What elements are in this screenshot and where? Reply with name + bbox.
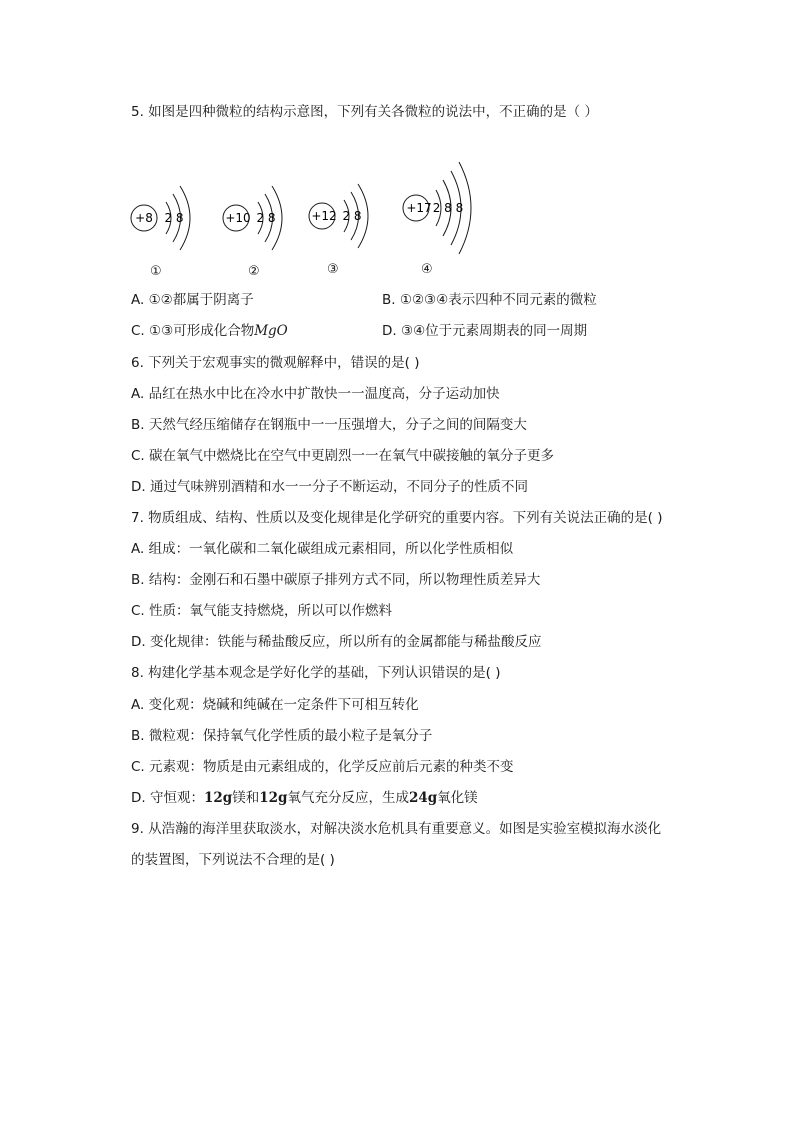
atom-3-nucleus: +12 [311,209,337,223]
q7-option-a: A. 组成：一氧化碳和二氧化碳组成元素相同，所以化学性质相似 [131,541,514,557]
atom-3-shells: 2 8 [342,209,362,223]
atom-4-label: ④ [421,262,433,277]
atom-3-svg [304,178,374,258]
q7-stem: 7. 物质组成、结构、性质以及变化规律是化学研究的重要内容。下列有关说法正确的是( ) [131,510,663,526]
q8-option-d-text1: 镁和 [232,790,260,806]
atom-1-shells: 2 8 [164,211,184,225]
atom-3-label: ③ [327,262,339,277]
q8-option-d-prefix: D. 守恒观： [131,790,204,806]
q6-option-b: B. 天然气经压缩储存在钢瓶中一一压强增大，分子之间的间隔变大 [131,417,527,433]
q8-option-d-text3: 氧化镁 [437,790,478,806]
q7-option-c: C. 性质：氧气能支持燃烧，所以可以作燃料 [131,603,393,619]
atom-2-nucleus: +10 [225,211,251,225]
q5-option-c-formula: MgO [254,323,288,339]
q8-option-c: C. 元素观：物质是由元素组成的，化学反应前后元素的种类不变 [131,759,514,775]
q8-option-d-mass1: 12g [203,790,233,806]
q7-option-d: D. 变化规律：铁能与稀盐酸反应，所以所有的金属都能与稀盐酸反应 [131,634,542,650]
atom-1-svg [128,180,198,260]
atom-4-shells: 2 8 8 [432,201,464,215]
atom-4-nucleus: +17 [406,201,432,215]
q9-stem-line1: 9. 从浩瀚的海洋里获取淡水，对解决淡水危机具有重要意义。如图是实验室模拟海水淡化 [131,821,662,837]
atom-2-shells: 2 8 [256,211,276,225]
q8-stem: 8. 构建化学基本观念是学好化学的基础，下列认识错误的是( ) [131,665,501,681]
q6-option-d: D. 通过气味辨别酒精和水一一分子不断运动，不同分子的性质不同 [131,479,528,495]
q6-option-a: A. 品红在热水中比在冷水中扩散快一一温度高，分子运动加快 [131,386,500,402]
q5-option-a: A. ①②都属于阴离子 [131,292,254,308]
q5-stem: 5. 如图是四种微粒的结构示意图，下列有关各微粒的说法中，不正确的是（ ） [131,104,598,120]
q5-option-c-text: C. ①③可形成化合物 [131,323,255,339]
atom-2-label: ② [248,264,260,279]
q6-stem: 6. 下列关于宏观事实的微观解释中，错误的是( ) [131,355,420,371]
q8-option-b: B. 微粒观：保持氧气化学性质的最小粒子是氧分子 [131,728,433,744]
q5-option-b: B. ①②③④表示四种不同元素的微粒 [382,292,597,308]
q8-option-d-mass2: 12g [259,790,288,806]
q7-option-b: B. 结构：金刚石和石墨中碳原子排列方式不同，所以物理性质差异大 [131,572,541,588]
q8-option-d [131,788,478,808]
atom-1-nucleus: +8 [135,211,153,225]
q8-option-d-mass3: 24g [408,790,438,806]
q8-option-d-text2: 氧气充分反应，生成 [287,790,409,806]
q5-option-d: D. ③④位于元素周期表的同一周期 [382,323,588,339]
q6-option-c: C. 碳在氧气中燃烧比在空气中更剧烈一一在氧气中碳接触的氧分子更多 [131,448,555,464]
q5-option-c [131,321,288,341]
q8-option-a: A. 变化观：烧碱和纯碱在一定条件下可相互转化 [131,697,419,713]
atom-2-svg [218,180,288,260]
q9-stem-line2: 的装置图，下列说法不合理的是( ) [131,852,335,868]
atom-4-svg [398,162,488,258]
atom-1-label: ① [150,264,162,279]
